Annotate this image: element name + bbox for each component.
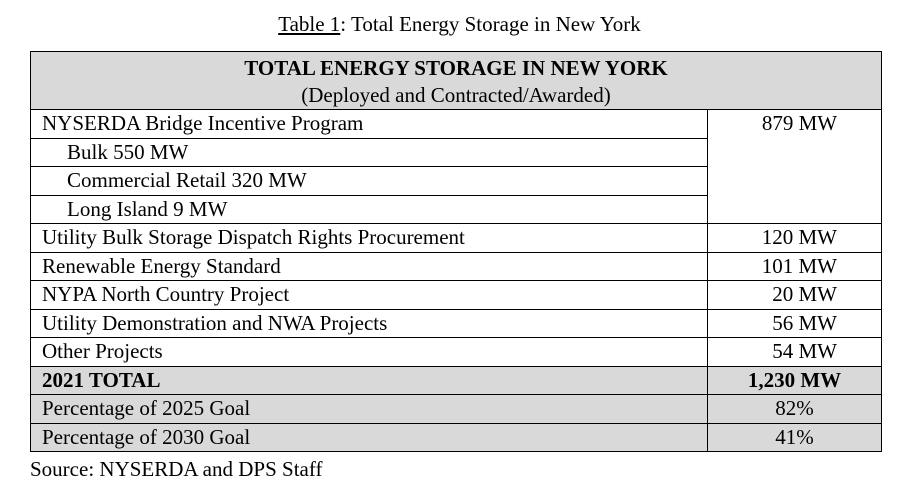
table-header — [31, 52, 882, 110]
table-row — [31, 252, 882, 281]
caption-label: Table 1 — [278, 12, 341, 36]
row-label: NYPA North Country Project — [31, 281, 708, 310]
row-value: 56 MW — [708, 309, 882, 338]
row-label: Renewable Energy Standard — [31, 252, 708, 281]
total-label: 2021 TOTAL — [31, 366, 708, 395]
row-value: 120 MW — [708, 224, 882, 253]
table-row — [31, 309, 882, 338]
goal-label: Percentage of 2030 Goal — [31, 423, 708, 452]
caption-text: : Total Energy Storage in New York — [340, 12, 641, 36]
row-sublabel: Commercial Retail 320 MW — [31, 167, 708, 196]
source-note: Source: NYSERDA and DPS Staff — [30, 457, 323, 481]
row-label: Utility Bulk Storage Dispatch Rights Procurement — [31, 224, 708, 253]
table-caption — [0, 11, 919, 37]
row-value: 20 MW — [708, 281, 882, 310]
goal-value: 41% — [708, 423, 882, 452]
total-value: 1,230 MW — [708, 366, 882, 395]
row-label: NYSERDA Bridge Incentive Program — [31, 110, 708, 139]
energy-storage-table — [30, 51, 882, 452]
table-row-goal — [31, 423, 882, 452]
table-row-goal — [31, 395, 882, 424]
table-title: TOTAL ENERGY STORAGE IN NEW YORK — [244, 56, 668, 80]
row-value: 54 MW — [708, 338, 882, 367]
row-label: Other Projects — [31, 338, 708, 367]
row-label: Utility Demonstration and NWA Projects — [31, 309, 708, 338]
table-row-bridge — [31, 110, 882, 139]
row-sublabel: Long Island 9 MW — [31, 195, 708, 224]
row-sublabel: Bulk 550 MW — [31, 138, 708, 167]
table-row — [31, 224, 882, 253]
row-value: 101 MW — [708, 252, 882, 281]
goal-value: 82% — [708, 395, 882, 424]
table-subtitle: (Deployed and Contracted/Awarded) — [301, 83, 611, 107]
row-value: 879 MW — [708, 110, 882, 224]
table-row — [31, 281, 882, 310]
table-row-total — [31, 366, 882, 395]
table-row — [31, 338, 882, 367]
goal-label: Percentage of 2025 Goal — [31, 395, 708, 424]
